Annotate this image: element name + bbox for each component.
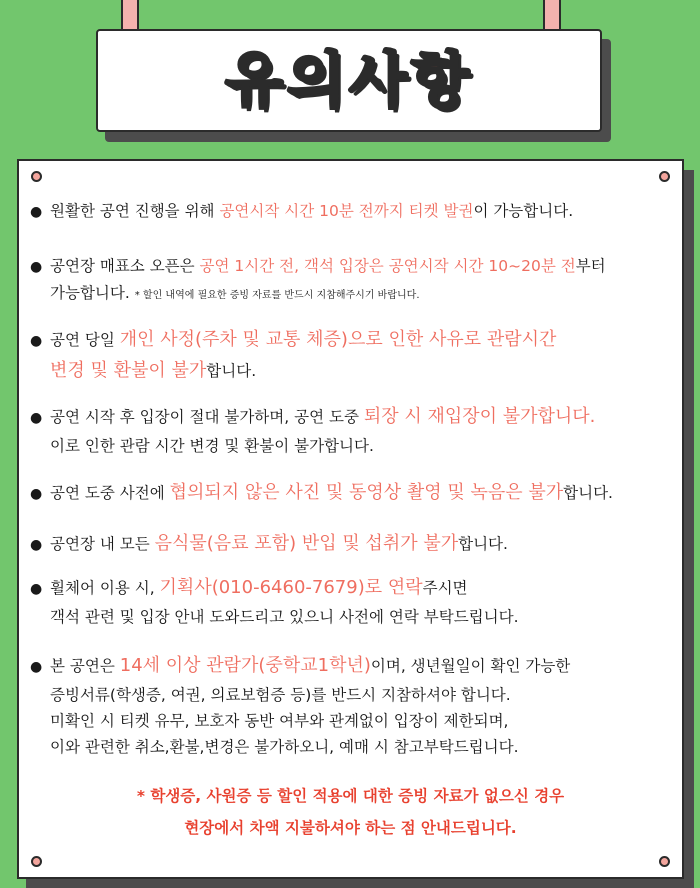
bullet-icon: ● — [30, 486, 43, 502]
notice-item: ● 본 공연은 14세 이상 관람가(중학교1학년)이며, 생년월일이 확인 가능한 증빙서류(학생증, 여권, 의료보험증 등)를 반드시 지참하셔야 합니다. 미확인 시 티켓 유무, 보호자 동반 여부와 관계없이 입장이 제한되며, 이와 관련한 취소,환불,변경은 불가하오니, 예매 시 참고부탁드립니다. — [30, 651, 670, 760]
notice-item: ● 원활한 공연 진행을 위해 공연시작 시간 10분 전까지 티켓 발권이 가능합니다. — [30, 198, 670, 225]
bullet-icon: ● — [30, 581, 43, 597]
footer-line-2: 현장에서 차액 지불하셔야 하는 점 안내드립니다. — [184, 819, 517, 837]
notice-item: ● 공연 시작 후 입장이 절대 불가하며, 공연 도중 퇴장 시 재입장이 불가합니다. 이로 인한 관람 시간 변경 및 환불이 불가합니다. — [30, 402, 670, 459]
notice-item: ● 공연장 매표소 오픈은 공연 1시간 전, 객석 입장은 공연시작 시간 10~20분 전부터 가능합니다. * 할인 내역에 필요한 증빙 자료를 반드시 지참해주시기 바랍니다. — [30, 253, 670, 309]
notice-item: ● 공연 도중 사전에 협의되지 않은 사진 및 동영상 촬영 및 녹음은 불가합니다. — [30, 478, 670, 509]
bullet-icon: ● — [30, 204, 43, 220]
discount-note: * 할인 내역에 필요한 증빙 자료를 반드시 지참해주시기 바랍니다. — [134, 290, 420, 301]
notice-item: ● 공연 당일 개인 사정(주차 및 교통 체증)으로 인한 사유로 관람시간 변경 및 환불이 불가합니다. — [30, 325, 670, 386]
page-title: 유의사항 — [225, 45, 473, 116]
notice-item: ● 공연장 내 모든 음식물(음료 포함) 반입 및 섭취가 불가합니다. — [30, 529, 670, 560]
pin-icon — [31, 856, 42, 867]
title-sign — [96, 29, 602, 132]
bullet-icon: ● — [30, 410, 43, 426]
bullet-icon: ● — [30, 259, 43, 275]
footer-note — [17, 780, 684, 844]
bullet-icon: ● — [30, 659, 43, 675]
footer-line-1: * 학생증, 사원증 등 할인 적용에 대한 증빙 자료가 없으신 경우 — [136, 787, 565, 805]
pin-icon — [659, 171, 670, 182]
bullet-icon: ● — [30, 333, 43, 349]
bullet-icon: ● — [30, 537, 43, 553]
notice-item: ● 휠체어 이용 시, 기획사(010-6460-7679)로 연락주시면 객석 관련 및 입장 안내 도와드리고 있으니 사전에 연락 부탁드립니다. — [30, 573, 670, 630]
pin-icon — [659, 856, 670, 867]
pin-icon — [31, 171, 42, 182]
